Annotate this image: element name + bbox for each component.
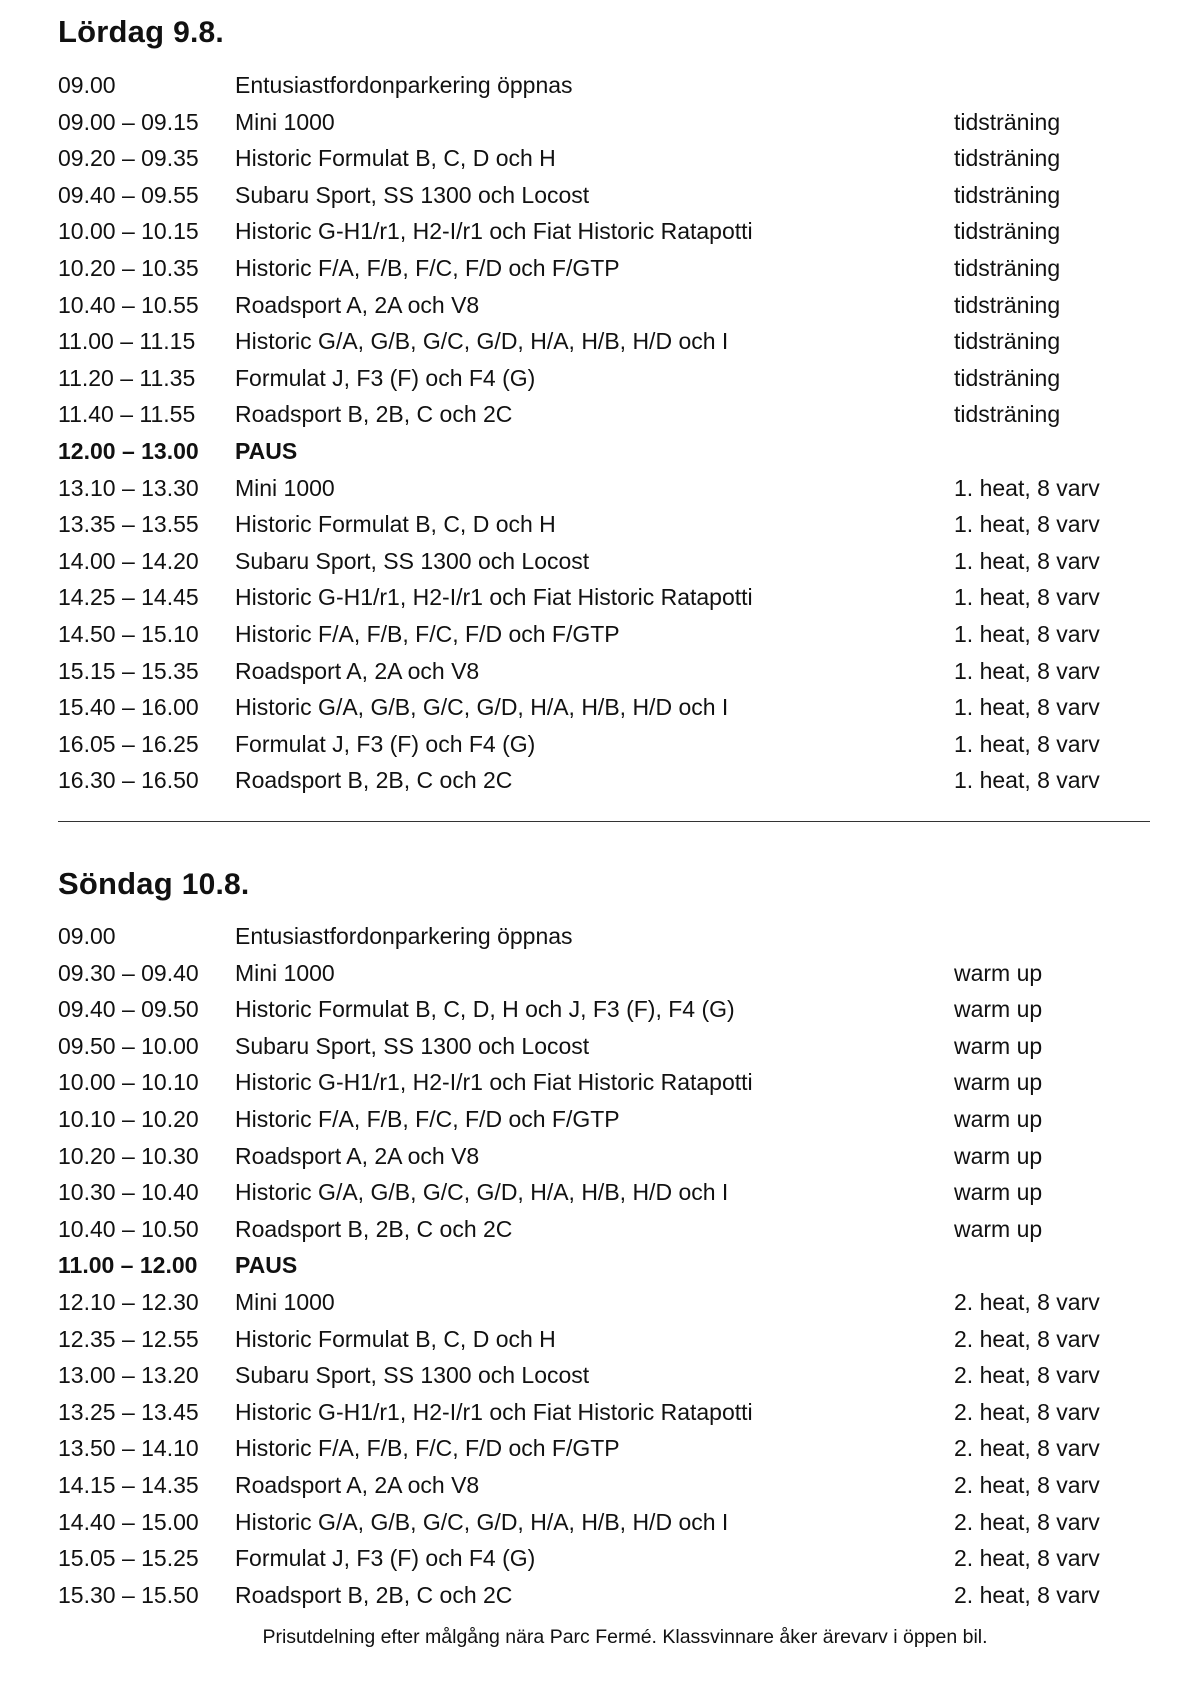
- row-note: tidsträning: [954, 328, 1061, 355]
- row-time: 15.15 – 15.35: [58, 657, 199, 684]
- schedule-row: [58, 1247, 1150, 1284]
- schedule-row: [58, 762, 1150, 799]
- row-event: Historic G-H1/r1, H2-I/r1 och Fiat Historic Ratapotti: [235, 1398, 753, 1425]
- row-event: Historic F/A, F/B, F/C, F/D och F/GTP: [235, 254, 620, 281]
- schedule-row: [58, 1357, 1150, 1394]
- row-note: 1. heat, 8 varv: [954, 584, 1100, 611]
- schedule-row: [58, 506, 1150, 543]
- row-event: Historic G-H1/r1, H2-I/r1 och Fiat Historic Ratapotti: [235, 1069, 753, 1096]
- row-time: 10.00 – 10.10: [58, 1069, 199, 1096]
- schedule-row: [58, 396, 1150, 433]
- row-note: 1. heat, 8 varv: [954, 474, 1100, 501]
- row-event: Historic Formulat B, C, D och H: [235, 145, 556, 172]
- row-note: 2. heat, 8 varv: [954, 1508, 1100, 1535]
- row-time: 14.25 – 14.45: [58, 584, 199, 611]
- sunday-heading: [58, 866, 249, 902]
- row-note: 1. heat, 8 varv: [954, 767, 1100, 794]
- row-event: Mini 1000: [235, 959, 335, 986]
- schedule-row: [58, 616, 1150, 653]
- row-time: 14.50 – 15.10: [58, 620, 199, 647]
- row-time: 11.00 – 11.15: [58, 328, 196, 355]
- row-note: 2. heat, 8 varv: [954, 1398, 1100, 1425]
- row-event: Historic G/A, G/B, G/C, G/D, H/A, H/B, H/D och I: [235, 328, 729, 355]
- schedule-row: [58, 287, 1150, 324]
- row-time: 16.30 – 16.50: [58, 767, 199, 794]
- sunday-day-label: Söndag: [58, 866, 173, 901]
- schedule-row: [58, 1430, 1150, 1467]
- row-note: warm up: [954, 959, 1043, 986]
- saturday-day-label: Lördag: [58, 14, 165, 49]
- row-event: Historic Formulat B, C, D och H: [235, 1325, 556, 1352]
- row-note: warm up: [954, 1069, 1043, 1096]
- schedule-row: [58, 104, 1150, 141]
- row-time: 10.20 – 10.30: [58, 1142, 199, 1169]
- row-time: 10.30 – 10.40: [58, 1179, 199, 1206]
- schedule-row: [58, 579, 1150, 616]
- row-note: warm up: [954, 996, 1043, 1023]
- schedule-row: [58, 67, 1150, 104]
- row-time: 13.00 – 13.20: [58, 1362, 199, 1389]
- row-event: Formulat J, F3 (F) och F4 (G): [235, 1545, 536, 1572]
- row-time: 14.00 – 14.20: [58, 547, 199, 574]
- row-time: 09.30 – 09.40: [58, 959, 199, 986]
- row-event: Subaru Sport, SS 1300 och Locost: [235, 181, 590, 208]
- row-event: Roadsport A, 2A och V8: [235, 657, 480, 684]
- saturday-schedule: [58, 67, 1150, 799]
- row-event: Formulat J, F3 (F) och F4 (G): [235, 730, 536, 757]
- row-note: 1. heat, 8 varv: [954, 657, 1100, 684]
- schedule-row: [58, 433, 1150, 470]
- schedule-row: [58, 1174, 1150, 1211]
- row-time: 13.35 – 13.55: [58, 511, 199, 538]
- saturday-heading: [58, 14, 224, 50]
- row-event: Roadsport A, 2A och V8: [235, 1471, 480, 1498]
- row-time: 10.10 – 10.20: [58, 1105, 199, 1132]
- row-note: 2. heat, 8 varv: [954, 1362, 1100, 1389]
- row-event: Roadsport B, 2B, C och 2C: [235, 1215, 513, 1242]
- row-time: 14.40 – 15.00: [58, 1508, 199, 1535]
- section-divider: [58, 821, 1150, 822]
- row-event: Historic G/A, G/B, G/C, G/D, H/A, H/B, H/D och I: [235, 1179, 729, 1206]
- row-note: warm up: [954, 1142, 1043, 1169]
- row-event: Historic G/A, G/B, G/C, G/D, H/A, H/B, H/D och I: [235, 1508, 729, 1535]
- row-event: Mini 1000: [235, 474, 335, 501]
- schedule-row: [58, 1540, 1150, 1577]
- row-event: Roadsport A, 2A och V8: [235, 1142, 480, 1169]
- row-time: 09.20 – 09.35: [58, 145, 199, 172]
- row-time: 10.00 – 10.15: [58, 218, 199, 245]
- row-time: 12.10 – 12.30: [58, 1288, 199, 1315]
- row-time: 15.30 – 15.50: [58, 1581, 199, 1608]
- schedule-row: [58, 177, 1150, 214]
- schedule-row: [58, 918, 1150, 955]
- row-note: 1. heat, 8 varv: [954, 694, 1100, 721]
- row-event: Roadsport B, 2B, C och 2C: [235, 401, 513, 428]
- schedule-row: [58, 1504, 1150, 1541]
- row-note: tidsträning: [954, 254, 1061, 281]
- row-note: 2. heat, 8 varv: [954, 1581, 1100, 1608]
- schedule-row: [58, 1101, 1150, 1138]
- row-event: Subaru Sport, SS 1300 och Locost: [235, 1032, 590, 1059]
- row-event: Subaru Sport, SS 1300 och Locost: [235, 547, 590, 574]
- row-time: 12.00 – 13.00: [58, 437, 199, 464]
- schedule-row: [58, 1211, 1150, 1248]
- row-event: Historic G-H1/r1, H2-I/r1 och Fiat Historic Ratapotti: [235, 584, 753, 611]
- schedule-row: [58, 991, 1150, 1028]
- schedule-row: [58, 955, 1150, 992]
- schedule-row: [58, 1321, 1150, 1358]
- row-event: Historic Formulat B, C, D och H: [235, 511, 556, 538]
- schedule-row: [58, 689, 1150, 726]
- row-time: 10.40 – 10.55: [58, 291, 199, 318]
- row-note: 1. heat, 8 varv: [954, 511, 1100, 538]
- row-note: warm up: [954, 1105, 1043, 1132]
- row-event: Mini 1000: [235, 108, 335, 135]
- schedule-row: [58, 1284, 1150, 1321]
- row-note: 2. heat, 8 varv: [954, 1545, 1100, 1572]
- row-note: tidsträning: [954, 401, 1061, 428]
- row-note: tidsträning: [954, 218, 1061, 245]
- row-time: 09.50 – 10.00: [58, 1032, 199, 1059]
- row-note: 2. heat, 8 varv: [954, 1325, 1100, 1352]
- schedule-row: [58, 360, 1150, 397]
- row-event: Historic F/A, F/B, F/C, F/D och F/GTP: [235, 1435, 620, 1462]
- row-time: 15.40 – 16.00: [58, 694, 199, 721]
- footer-note: Prisutdelning efter målgång nära Parc Fermé. Klassvinnare åker ärevarv i öppen bil.: [262, 1626, 988, 1648]
- row-event: Historic Formulat B, C, D, H och J, F3 (F), F4 (G): [235, 996, 735, 1023]
- row-time: 13.50 – 14.10: [58, 1435, 199, 1462]
- row-note: warm up: [954, 1032, 1043, 1059]
- sunday-date-label: 10.8.: [181, 868, 250, 901]
- row-time: 16.05 – 16.25: [58, 730, 199, 757]
- row-event: Historic F/A, F/B, F/C, F/D och F/GTP: [235, 620, 620, 647]
- row-event: PAUS: [235, 1252, 298, 1279]
- row-event: Historic F/A, F/B, F/C, F/D och F/GTP: [235, 1105, 620, 1132]
- schedule-row: [58, 1064, 1150, 1101]
- row-note: tidsträning: [954, 145, 1061, 172]
- row-note: 1. heat, 8 varv: [954, 620, 1100, 647]
- row-event: Entusiastfordonparkering öppnas: [235, 72, 573, 98]
- row-time: 10.40 – 10.50: [58, 1215, 199, 1242]
- schedule-row: [58, 323, 1150, 360]
- row-note: tidsträning: [954, 291, 1061, 318]
- row-note: warm up: [954, 1179, 1043, 1206]
- schedule-row: [58, 250, 1150, 287]
- row-time: 13.10 – 13.30: [58, 474, 199, 501]
- row-event: Formulat J, F3 (F) och F4 (G): [235, 364, 536, 391]
- row-time: 09.40 – 09.50: [58, 996, 199, 1023]
- row-note: 1. heat, 8 varv: [954, 730, 1100, 757]
- row-event: Roadsport B, 2B, C och 2C: [235, 1581, 513, 1608]
- row-note: 1. heat, 8 varv: [954, 547, 1100, 574]
- schedule-row: [58, 726, 1150, 763]
- row-event: PAUS: [235, 437, 298, 464]
- row-time: 09.00: [58, 72, 116, 98]
- saturday-date-label: 9.8.: [173, 16, 224, 49]
- schedule-row: [58, 213, 1150, 250]
- schedule-row: [58, 470, 1150, 507]
- row-time: 12.35 – 12.55: [58, 1325, 199, 1352]
- row-time: 13.25 – 13.45: [58, 1398, 199, 1425]
- row-time: 09.00 – 09.15: [58, 108, 199, 135]
- sunday-schedule: [58, 918, 1150, 1613]
- row-note: 2. heat, 8 varv: [954, 1288, 1100, 1315]
- row-time: 11.40 – 11.55: [58, 401, 196, 428]
- row-event: Roadsport B, 2B, C och 2C: [235, 767, 513, 794]
- row-note: 2. heat, 8 varv: [954, 1435, 1100, 1462]
- schedule-row: [58, 543, 1150, 580]
- schedule-row: [58, 1028, 1150, 1065]
- row-event: Mini 1000: [235, 1288, 335, 1315]
- row-time: 11.00 – 12.00: [58, 1252, 198, 1279]
- schedule-row: [58, 140, 1150, 177]
- row-time: 15.05 – 15.25: [58, 1545, 199, 1572]
- schedule-row: [58, 653, 1150, 690]
- row-time: 09.40 – 09.55: [58, 181, 199, 208]
- row-event: Roadsport A, 2A och V8: [235, 291, 480, 318]
- row-time: 10.20 – 10.35: [58, 254, 199, 281]
- schedule-row: [58, 1394, 1150, 1431]
- schedule-row: [58, 1577, 1150, 1614]
- row-time: 14.15 – 14.35: [58, 1471, 199, 1498]
- row-note: warm up: [954, 1215, 1043, 1242]
- row-time: 11.20 – 11.35: [58, 364, 196, 391]
- row-note: 2. heat, 8 varv: [954, 1471, 1100, 1498]
- row-event: Entusiastfordonparkering öppnas: [235, 923, 573, 949]
- row-note: tidsträning: [954, 364, 1061, 391]
- row-note: tidsträning: [954, 108, 1061, 135]
- row-event: Subaru Sport, SS 1300 och Locost: [235, 1362, 590, 1389]
- row-note: tidsträning: [954, 181, 1061, 208]
- row-event: Historic G/A, G/B, G/C, G/D, H/A, H/B, H/D och I: [235, 694, 729, 721]
- schedule-row: [58, 1467, 1150, 1504]
- schedule-row: [58, 1138, 1150, 1175]
- row-time: 09.00: [58, 923, 116, 949]
- row-event: Historic G-H1/r1, H2-I/r1 och Fiat Historic Ratapotti: [235, 218, 753, 245]
